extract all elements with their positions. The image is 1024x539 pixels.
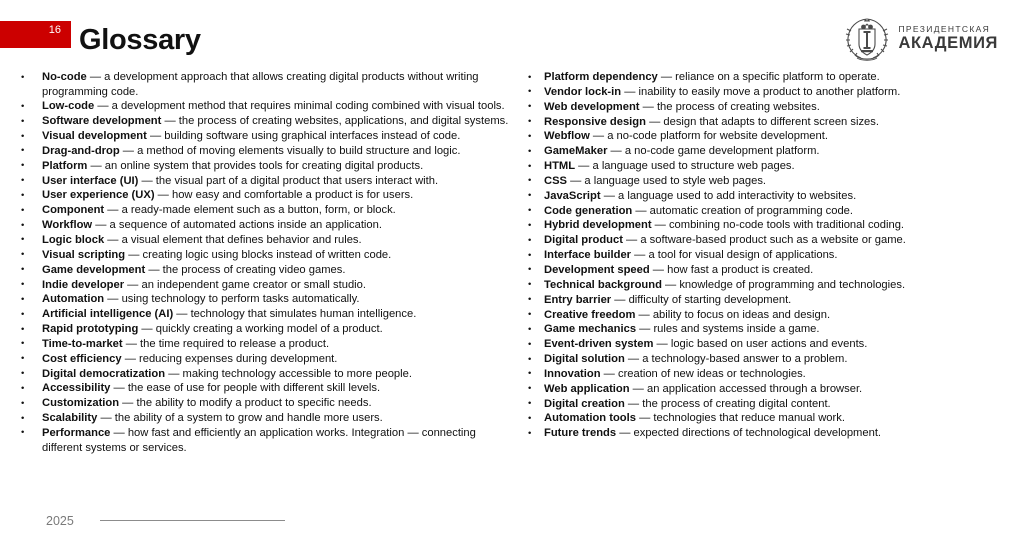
glossary-definition: the ability of a system to grow and handle more users. xyxy=(114,412,383,425)
glossary-item xyxy=(18,70,518,99)
glossary-dash: — xyxy=(104,293,122,306)
glossary-dash: — xyxy=(154,189,172,202)
glossary-term: User experience (UX) xyxy=(42,189,155,202)
glossary-definition: the process of creating websites. xyxy=(656,100,820,113)
glossary-definition: difficulty of starting development. xyxy=(628,293,792,306)
glossary-item xyxy=(526,308,1006,323)
glossary-term: JavaScript xyxy=(544,189,601,202)
glossary-item xyxy=(18,218,518,233)
glossary-item xyxy=(526,367,1006,382)
glossary-term: Vendor lock-in xyxy=(544,85,622,98)
glossary-item xyxy=(526,293,1006,308)
glossary-item xyxy=(18,426,518,455)
glossary-term: Cost efficiency xyxy=(42,352,122,365)
glossary-item xyxy=(18,278,518,293)
glossary-item xyxy=(526,189,1006,204)
glossary-definition: creating logic using blocks instead of written code. xyxy=(142,248,392,261)
glossary-definition: an application accessed through a browser. xyxy=(646,382,863,395)
glossary-item xyxy=(18,159,518,174)
glossary-dash: — xyxy=(632,204,650,217)
glossary-dash: — xyxy=(631,249,649,262)
glossary-definition: ability to focus on ideas and design. xyxy=(652,308,831,321)
glossary-definition: building software using graphical interfaces instead of code. xyxy=(164,130,461,143)
glossary-definition: a development method that requires minimal coding combined with visual tools. xyxy=(111,100,505,113)
glossary-dash: — xyxy=(636,323,654,336)
glossary-definition: logic based on user actions and events. xyxy=(670,338,868,351)
glossary-dash: — xyxy=(146,130,165,143)
glossary-term: Workflow xyxy=(42,219,93,232)
glossary-item xyxy=(526,85,1006,100)
glossary-dash: — xyxy=(607,145,625,158)
coat-of-arms-icon xyxy=(844,14,890,62)
glossary-definition: reducing expenses during development. xyxy=(139,352,338,365)
glossary-dash: — xyxy=(635,308,653,321)
glossary-term: Visual development xyxy=(42,130,147,143)
glossary-dash: — xyxy=(600,189,618,202)
glossary-term: Rapid prototyping xyxy=(42,323,139,336)
glossary-dash: — xyxy=(622,234,641,247)
glossary-term: Hybrid development xyxy=(544,219,652,232)
glossary-term: Artificial intelligence (AI) xyxy=(42,308,174,321)
glossary-item xyxy=(18,188,518,203)
glossary-dash: — xyxy=(575,160,593,173)
glossary-item xyxy=(526,411,1006,426)
glossary-item xyxy=(526,397,1006,412)
glossary-dash: — xyxy=(653,338,671,351)
glossary-term: Creative freedom xyxy=(544,308,636,321)
glossary-item xyxy=(526,159,1006,174)
glossary-term: HTML xyxy=(544,160,576,173)
glossary-term: CSS xyxy=(544,174,568,187)
glossary-dash: — xyxy=(138,174,156,187)
glossary-item xyxy=(18,411,518,426)
glossary-term: No-code xyxy=(42,71,87,83)
glossary-dash: — xyxy=(651,219,669,232)
glossary-dash: — xyxy=(97,412,115,425)
glossary-term: Logic block xyxy=(42,233,105,246)
glossary-term: Event-driven system xyxy=(544,338,654,351)
glossary-dash: — xyxy=(624,353,643,366)
glossary-item xyxy=(526,278,1006,293)
glossary-term: Web development xyxy=(544,100,640,113)
glossary-item xyxy=(18,174,518,189)
glossary-definition: a technology-based answer to a problem. xyxy=(642,353,848,366)
glossary-item xyxy=(18,381,518,396)
glossary-term: Development speed xyxy=(544,263,650,276)
glossary-dash: — xyxy=(119,397,137,410)
glossary-definition: a ready-made element such as a button, form, or block. xyxy=(121,204,396,217)
glossary-content xyxy=(0,70,1024,494)
glossary-dash: — xyxy=(94,100,112,113)
glossary-item xyxy=(526,218,1006,233)
brand-logo-line2: АКАДЕМИЯ xyxy=(898,34,998,52)
glossary-item xyxy=(18,129,518,144)
glossary-dash: — xyxy=(621,85,639,98)
glossary-item xyxy=(526,115,1006,130)
glossary-list-left xyxy=(18,70,518,455)
glossary-item xyxy=(526,352,1006,367)
footer-divider xyxy=(100,520,285,521)
glossary-dash: — xyxy=(138,323,156,336)
glossary-term: User interface (UI) xyxy=(42,174,139,187)
glossary-definition: reliance on a specific platform to operate. xyxy=(675,71,880,83)
footer-year: 2025 xyxy=(46,514,74,528)
glossary-definition: a sequence of automated actions inside an application. xyxy=(109,219,382,232)
glossary-definition: technology that simulates human intelligence. xyxy=(190,308,417,321)
glossary-term: Interface builder xyxy=(544,249,632,262)
glossary-term: Platform dependency xyxy=(544,71,658,83)
glossary-term: Component xyxy=(42,204,105,217)
glossary-term: Software development xyxy=(42,115,162,128)
glossary-item xyxy=(18,307,518,322)
glossary-item xyxy=(18,322,518,337)
glossary-definition: a no-code platform for website development. xyxy=(607,130,828,143)
glossary-dash: — xyxy=(589,130,608,143)
glossary-term: Web application xyxy=(544,382,630,395)
glossary-term: Responsive design xyxy=(544,115,646,128)
glossary-definition: how easy and comfortable a product is for users. xyxy=(171,189,414,202)
glossary-definition: the visual part of a digital product that users interact with. xyxy=(155,174,439,187)
glossary-item xyxy=(526,204,1006,219)
glossary-item xyxy=(18,352,518,367)
glossary-term: Time-to-market xyxy=(42,337,123,350)
glossary-term: Performance xyxy=(42,426,111,439)
glossary-term: Customization xyxy=(42,397,120,410)
glossary-column-left xyxy=(18,70,518,455)
glossary-term: Drag-and-drop xyxy=(42,144,120,157)
glossary-definition: a tool for visual design of applications. xyxy=(648,249,838,262)
glossary-definition: the process of creating websites, applications, and digital systems. xyxy=(178,115,509,128)
glossary-definition: a language used to add interactivity to websites. xyxy=(618,189,857,202)
glossary-item xyxy=(526,337,1006,352)
glossary-dash: — xyxy=(173,308,191,321)
glossary-term: Digital creation xyxy=(544,397,625,410)
glossary-column-right xyxy=(526,70,1006,441)
glossary-dash: — xyxy=(125,248,143,261)
glossary-dash: — xyxy=(86,71,105,83)
glossary-item xyxy=(526,426,1006,441)
glossary-dash: — xyxy=(104,204,122,217)
glossary-term: Indie developer xyxy=(42,278,125,291)
brand-logo-text xyxy=(898,24,998,52)
glossary-term: Technical background xyxy=(544,278,662,291)
glossary-dash: — xyxy=(110,382,128,395)
glossary-term: Future trends xyxy=(544,427,617,440)
glossary-item xyxy=(18,99,518,114)
glossary-item xyxy=(526,174,1006,189)
glossary-item xyxy=(526,70,1006,85)
glossary-dash: — xyxy=(119,144,138,157)
glossary-item xyxy=(526,263,1006,278)
glossary-term: Entry barrier xyxy=(544,293,612,306)
glossary-dash: — xyxy=(104,233,122,246)
glossary-item xyxy=(18,233,518,248)
glossary-definition: how fast a product is created. xyxy=(667,263,814,276)
page-title: Glossary xyxy=(79,24,201,56)
glossary-dash: — xyxy=(110,426,128,439)
glossary-dash: — xyxy=(624,397,643,410)
glossary-dash: — xyxy=(567,174,585,187)
brand-logo-line1: ПРЕЗИДЕНТСКАЯ xyxy=(898,24,991,34)
glossary-definition: a no-code game development platform. xyxy=(624,145,820,158)
glossary-definition: automatic creation of programming code. xyxy=(649,204,854,217)
glossary-dash: — xyxy=(124,278,142,291)
glossary-definition: a visual element that defines behavior and rules. xyxy=(121,233,362,246)
glossary-dash: — xyxy=(657,71,676,83)
glossary-dash: — xyxy=(600,367,618,380)
glossary-definition: an online system that provides tools for creating digital products. xyxy=(104,159,424,172)
glossary-dash: — xyxy=(616,427,634,440)
glossary-item xyxy=(18,367,518,382)
glossary-definition: combining no-code tools with traditional coding. xyxy=(668,219,905,232)
glossary-item xyxy=(526,233,1006,248)
glossary-term: Scalability xyxy=(42,412,98,425)
glossary-term: Code generation xyxy=(544,204,633,217)
glossary-item xyxy=(526,144,1006,159)
glossary-item xyxy=(526,382,1006,397)
glossary-definition: a method of moving elements visually to build structure and logic. xyxy=(137,144,461,157)
glossary-definition: a development approach that allows creating digital products without writing programming code. xyxy=(42,71,479,98)
glossary-dash: — xyxy=(161,115,179,128)
glossary-dash: — xyxy=(92,219,110,232)
glossary-item xyxy=(18,248,518,263)
glossary-definition: creation of new ideas or technologies. xyxy=(617,367,806,380)
glossary-term: Digital solution xyxy=(544,353,625,366)
glossary-definition: rules and systems inside a game. xyxy=(653,323,820,336)
glossary-term: Digital democratization xyxy=(42,367,166,380)
glossary-item xyxy=(18,337,518,352)
glossary-term: Game mechanics xyxy=(544,323,637,336)
glossary-term: Low-code xyxy=(42,100,95,113)
glossary-item xyxy=(18,144,518,159)
slide-footer xyxy=(0,494,1024,539)
glossary-definition: technologies that reduce manual work. xyxy=(653,412,845,425)
glossary-definition: a language used to structure web pages. xyxy=(592,160,795,173)
glossary-definition: knowledge of programming and technologies. xyxy=(679,278,906,291)
glossary-list-right xyxy=(526,70,1006,441)
glossary-definition: the ability to modify a product to specific needs. xyxy=(136,397,372,410)
glossary-dash: — xyxy=(649,263,668,276)
glossary-definition: design that adapts to different screen sizes. xyxy=(663,115,879,128)
glossary-item xyxy=(526,100,1006,115)
glossary-definition: making technology accessible to more people. xyxy=(182,367,412,380)
glossary-term: Game development xyxy=(42,263,146,276)
glossary-item xyxy=(526,129,1006,144)
glossary-dash: — xyxy=(661,278,680,291)
slide-header xyxy=(0,0,1024,68)
glossary-dash: — xyxy=(629,382,647,395)
glossary-definition: the ease of use for people with different skill levels. xyxy=(127,382,381,395)
glossary-term: Automation tools xyxy=(544,412,636,425)
page-number-label: 16 xyxy=(48,24,61,36)
glossary-term: Platform xyxy=(42,159,88,172)
glossary-item xyxy=(18,114,518,129)
glossary-definition: the process of creating digital content. xyxy=(642,397,831,410)
glossary-term: Automation xyxy=(42,293,105,306)
glossary-term: Digital product xyxy=(544,234,623,247)
glossary-dash: — xyxy=(645,115,664,128)
glossary-definition: the time required to release a product. xyxy=(140,337,330,350)
glossary-item xyxy=(18,292,518,307)
glossary-dash: — xyxy=(87,159,105,172)
glossary-definition: an independent game creator or small studio. xyxy=(141,278,366,291)
glossary-dash: — xyxy=(145,263,163,276)
glossary-definition: a software-based product such as a website or game. xyxy=(640,234,906,247)
glossary-item xyxy=(526,248,1006,263)
glossary-item xyxy=(18,396,518,411)
glossary-item xyxy=(18,203,518,218)
glossary-dash: — xyxy=(639,100,657,113)
glossary-dash: — xyxy=(122,337,141,350)
glossary-definition: using technology to perform tasks automatically. xyxy=(121,293,360,306)
glossary-term: Visual scripting xyxy=(42,248,126,261)
glossary-term: Webflow xyxy=(544,130,590,143)
glossary-definition: how fast and efficiently an application works. Integration — connecting different systems or services. xyxy=(42,426,476,454)
glossary-dash: — xyxy=(611,293,629,306)
glossary-term: Innovation xyxy=(544,367,601,380)
glossary-term: Accessibility xyxy=(42,382,111,395)
glossary-dash: — xyxy=(121,352,139,365)
page-number-badge xyxy=(0,21,71,48)
glossary-item xyxy=(18,263,518,278)
brand-logo xyxy=(844,14,998,62)
glossary-term: GameMaker xyxy=(544,145,608,158)
glossary-definition: inability to easily move a product to another platform. xyxy=(638,85,901,98)
glossary-item xyxy=(526,322,1006,337)
glossary-dash: — xyxy=(165,367,183,380)
glossary-definition: quickly creating a working model of a product. xyxy=(155,323,383,336)
glossary-definition: the process of creating video games. xyxy=(162,263,346,276)
glossary-dash: — xyxy=(635,412,654,425)
glossary-definition: expected directions of technological development. xyxy=(633,427,882,440)
glossary-definition: a language used to style web pages. xyxy=(584,174,767,187)
